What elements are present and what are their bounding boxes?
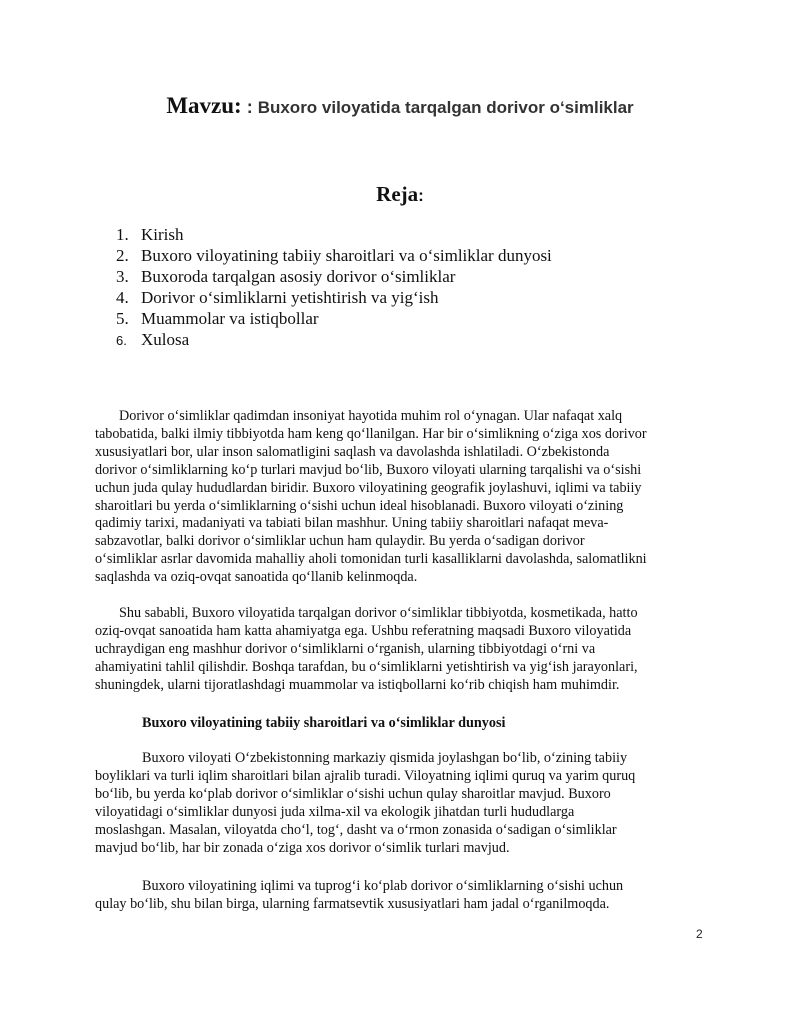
plan-item-text: Xulosa xyxy=(141,330,190,349)
text-line: qulay bo‘lib, shu bilan birga, ularning farmatsevtik xususiyatlari ham jadal o‘rganilmoqda. xyxy=(95,895,610,912)
text-line: viloyatidagi o‘simliklar dunyosi juda xilma-xil va ekologik jihatdan turli hududlarga xyxy=(95,803,575,820)
text-line: shuningdek, ularni tijoratlashdagi muammolar va istiqbollarni ko‘rib chiqish ham muhimdir. xyxy=(95,676,620,693)
plan-item xyxy=(116,329,552,351)
plan-heading xyxy=(0,182,800,207)
text-line: Shu sababli, Buxoro viloyatida tarqalgan dorivor o‘simliklar tibbiyotda, kosmetikada, hatto xyxy=(119,605,638,621)
plan-item-text: Muammolar va istiqbollar xyxy=(141,309,319,328)
plan-item xyxy=(116,266,552,287)
plan-item xyxy=(116,287,552,308)
title-label: Mavzu: xyxy=(166,93,242,118)
intro-paragraph-1 xyxy=(95,408,715,587)
plan-item-number: 6. xyxy=(116,333,127,348)
title-topic: Buxoro viloyatida tarqalgan dorivor o‘simliklar xyxy=(257,98,634,117)
text-line: moslashgan. Masalan, viloyatda cho‘l, tog‘, dasht va o‘rmon zonasida o‘sadigan o‘simliklar xyxy=(95,821,617,838)
text-line: Dorivor o‘simliklar qadimdan insoniyat hayotida muhim rol o‘ynagan. Ular nafaqat xalq xyxy=(119,408,623,424)
plan-heading-colon: : xyxy=(418,186,424,205)
title-separator: : xyxy=(241,97,258,117)
text-line: dorivor o‘simliklarning ko‘p turlari mavjud bo‘lib, Buxoro viloyati ularning tarqalishi va o‘sishi xyxy=(95,461,642,478)
plan-item xyxy=(116,308,552,329)
plan-item-text: Buxoro viloyatining tabiiy sharoitlari va o‘simliklar dunyosi xyxy=(141,246,552,265)
plan-item xyxy=(116,224,552,245)
text-line: o‘simliklar asrlar davomida mahalliy aholi tomonidan turli kasalliklarni davolashda, salomatlikni xyxy=(95,551,647,568)
plan-item-text: Kirish xyxy=(141,225,184,244)
plan-heading-text: Reja xyxy=(376,182,419,206)
plan-item-number: 2. xyxy=(116,246,129,265)
text-line: bo‘lib, bu yerda ko‘plab dorivor o‘simliklar o‘sishi uchun qulay sharoitlar mavjud. Buxoro xyxy=(95,785,611,802)
text-line: uchraydigan eng mashhur dorivor o‘simliklarni o‘rganish, ularning tibbiyotdagi o‘rni va xyxy=(95,640,596,657)
section-paragraph-1 xyxy=(95,750,715,857)
plan-item-number: 1. xyxy=(116,225,129,244)
text-line: ahamiyatini tahlil qilishdir. Boshqa tarafdan, bu o‘simliklarni yetishtirish va yig‘ish jarayonlari, xyxy=(95,658,638,675)
text-line: xususiyatlari bor, ular inson salomatligini saqlash va davolashda ishlatiladi. O‘zbekistonda xyxy=(95,443,610,460)
document-title xyxy=(0,93,800,119)
text-line: uchun juda qulay hududlardan biridir. Buxoro viloyatining geografik joylashuvi, iqlimi va tabiiy xyxy=(95,479,642,496)
plan-item-number: 3. xyxy=(116,267,129,286)
text-line: boyliklari va turli iqlim sharoitlari bilan ajralib turadi. Viloyatning iqlimi quruq va yarim quruq xyxy=(95,767,636,784)
plan-item xyxy=(116,245,552,266)
text-line: sabzavotlar, balki dorivor o‘simliklar uchun ham qulaydir. Bu yerda o‘sadigan dorivor xyxy=(95,533,585,550)
plan-item-number: 5. xyxy=(116,309,129,328)
text-line: mavjud bo‘lib, har bir zonada o‘ziga xos dorivor o‘simlik turlari mavjud. xyxy=(95,839,510,856)
text-line: sharoitlari bu yerda o‘simliklarning o‘sishi uchun ideal hisoblanadi. Buxoro viloyati o‘zining xyxy=(95,497,624,514)
text-line: Buxoro viloyati O‘zbekistonning markaziy qismida joylashgan bo‘lib, o‘zining tabiiy xyxy=(142,750,628,766)
text-line: qadimiy tarixi, madaniyati va tabiati bilan mashhur. Uning tabiiy sharoitlari nafaqat meva- xyxy=(95,515,609,532)
text-line: oziq-ovqat sanoatida ham katta ahamiyatga ega. Ushbu referatning maqsadi Buxoro viloyatida xyxy=(95,622,632,639)
page-number: 2 xyxy=(696,927,703,941)
intro-paragraph-2 xyxy=(95,605,715,695)
plan-list xyxy=(116,224,552,351)
plan-item-text: Dorivor o‘simliklarni yetishtirish va yig‘ish xyxy=(141,288,439,307)
text-line: Buxoro viloyatining iqlimi va tuprog‘i ko‘plab dorivor o‘simliklarning o‘sishi uchun xyxy=(142,878,624,894)
section-heading: Buxoro viloyatining tabiiy sharoitlari va o‘simliklar dunyosi xyxy=(142,715,506,731)
text-line: tabobatida, balki ilmiy tibbiyotda ham keng qo‘llanilgan. Har bir o‘simlikning o‘ziga xos dorivor xyxy=(95,425,647,442)
text-line: saqlashda va oziq-ovqat sanoatida qo‘llanib kelinmoqda. xyxy=(95,569,418,586)
section-paragraph-2 xyxy=(95,878,715,914)
plan-item-text: Buxoroda tarqalgan asosiy dorivor o‘simliklar xyxy=(141,267,456,286)
plan-item-number: 4. xyxy=(116,288,129,307)
